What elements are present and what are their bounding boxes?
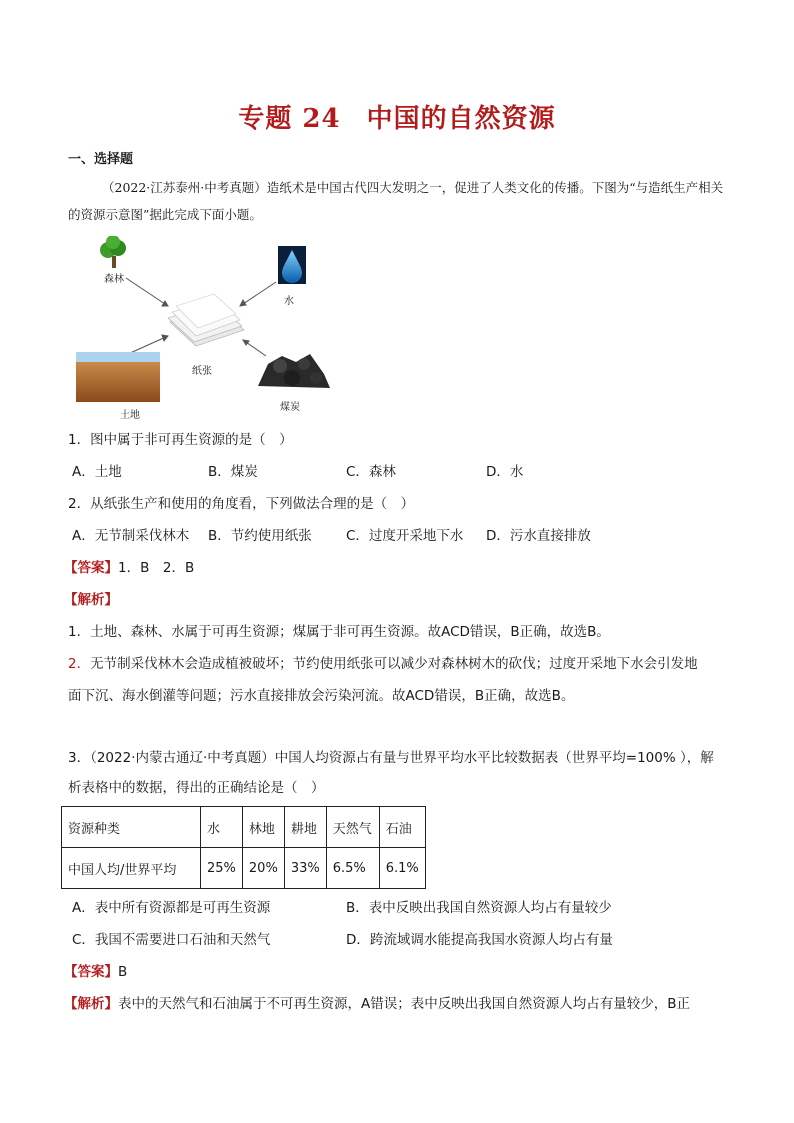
q3-option-b: B．表中反映出我国自然资源人均占有量较少 [346,900,612,916]
table-header-cell: 水 [201,807,243,848]
label-water: 水 [284,296,294,307]
table-row [62,807,426,848]
answer-text: 1．B 2．B [118,560,195,576]
q2-option-d: D．污水直接排放 [486,528,591,544]
analysis-1-p2-line1 [68,652,728,672]
answer-tag: 【答案】 [64,964,118,980]
resource-diagram [68,236,338,420]
q1-stem: 1．图中属于非可再生资源的是（ ） [68,432,293,448]
analysis-1-heading [64,588,118,608]
question-intro: （2022·江苏泰州·中考真题）造纸术是中国古代四大发明之一，促进了人类文化的传播。下图为“与造纸生产相关的资源示意图”据此完成下面小题。 [68,180,724,222]
analysis-1-p1: 1．土地、森林、水属于可再生资源；煤属于非可再生资源。故ACD错误，B正确，故选B。 [68,624,610,640]
q3-option-d: D．跨流域调水能提高我国水资源人均占有量 [346,932,613,948]
table-row [62,848,426,889]
table-header-cell: 石油 [379,807,425,848]
water-drop-icon [278,246,306,284]
table-cell: 25% [201,848,243,889]
answer-tag: 【答案】 [64,560,118,576]
page-title [0,98,794,135]
table-cell: 6.1% [379,848,425,889]
table-cell: 20% [242,848,284,889]
table-cell: 中国人均/世界平均 [62,848,201,889]
q2-option-c: C．过度开采地下水 [346,528,464,544]
answer-text: B [118,964,128,980]
analysis-text: 无节制采伐林木会造成植被破坏；节约使用纸张可以减少对森林树木的砍伐；过度开采地下水会引发地 [90,656,698,672]
q1-option-c: C．森林 [346,464,396,480]
q1-option-a: A．土地 [72,464,122,480]
label-land: 土地 [120,410,140,421]
q3-option-a: A．表中所有资源都是可再生资源 [72,900,271,916]
analysis-tag: 【解析】 [64,592,118,608]
answer-3 [64,960,127,980]
resource-figure [68,236,338,420]
q2-option-b: B．节约使用纸张 [208,528,312,544]
analysis-tag: 【解析】 [64,996,118,1012]
analysis-text: 表中的天然气和石油属于不可再生资源，A错误；表中反映出我国自然资源人均占有量较少，B正 [118,996,690,1012]
title-number: 专题 24 [238,104,341,134]
table-header-cell: 耕地 [284,807,326,848]
q2-stem: 2．从纸张生产和使用的角度看，下列做法合理的是（ ） [68,496,415,512]
q3-options-row2 [0,928,794,952]
q1-options [0,460,794,484]
q3-options-row1 [0,896,794,920]
q2-option-a: A．无节制采伐林木 [72,528,190,544]
label-paper: 纸张 [192,366,212,377]
q1-option-d: D．水 [486,464,524,480]
coal-icon [258,354,330,388]
analysis-number: 2． [68,656,91,672]
answer-1 [64,556,194,576]
table-header-cell: 天然气 [326,807,379,848]
label-forest: 森林 [104,274,124,285]
paper-stack-icon [168,294,244,346]
q3-option-c: C．我国不需要进口石油和天然气 [72,932,271,948]
label-coal: 煤炭 [280,402,300,413]
section-heading: 一、选择题 [68,152,134,167]
land-photo [76,352,160,402]
q1-option-b: B．煤炭 [208,464,258,480]
analysis-3 [64,992,734,1012]
table-cell: 33% [284,848,326,889]
table-header-cell: 林地 [242,807,284,848]
q3-stem-line2: 析表格中的数据，得出的正确结论是（ ） [68,780,325,796]
table-header-cell: 资源种类 [62,807,201,848]
q2-options [0,524,794,548]
analysis-1-p2-line2: 面下沉、海水倒灌等问题；污水直接排放会污染河流。故ACD错误，B正确，故选B。 [68,688,575,704]
tree-icon [100,236,126,268]
title-text: 中国的自然资源 [366,104,556,134]
q3-stem-line1: 3．（2022·内蒙古通辽·中考真题）中国人均资源占有量与世界平均水平比较数据表（世界平均=100% ），解 [68,750,714,766]
resource-table [61,806,426,889]
table-cell: 6.5% [326,848,379,889]
